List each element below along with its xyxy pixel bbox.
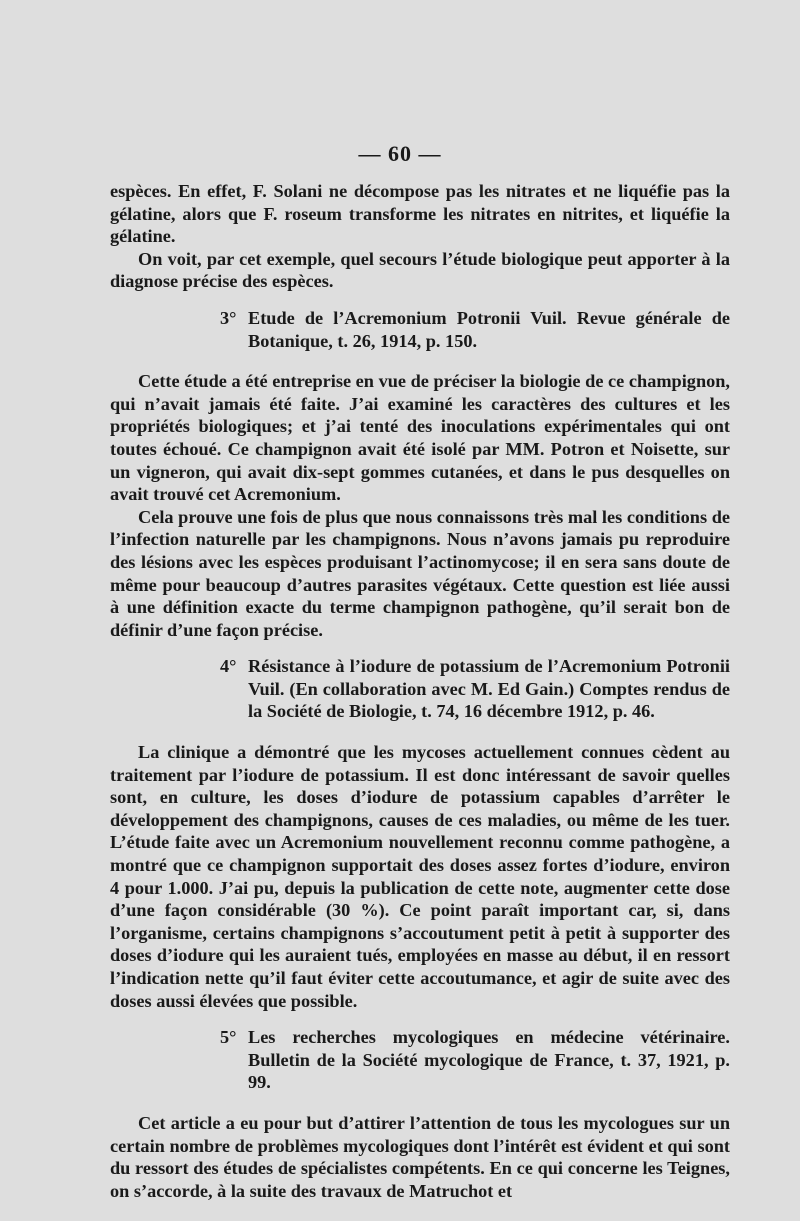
bibliography-entry-3 [110, 307, 730, 352]
entry-text: Etude de l’Acremonium Potronii Vuil. Revue générale de Botanique, t. 26, 1914, p. 150. [248, 307, 730, 351]
bibliography-entry-5 [110, 1026, 730, 1094]
paragraph: Cette étude a été entreprise en vue de préciser la biologie de ce champignon, qui n’avait jamais été faite. J’ai examiné les caractères des cultures et les propriétés biologiques; et j’ai tenté des inoculations expérimentales qui ont toutes échoué. Ce champignon avait été isolé par MM. Potron et Noisette, sur un vigneron, qui avait dix-sept gommes cutanées, et dans le pus desquelles on avait trouvé cet Acremonium. [110, 371, 730, 505]
paragraph: La clinique a démontré que les mycoses actuellement connues cèdent au traitement par l’iodure de potassium. Il est donc intéressant de savoir quelles sont, en culture, les doses d’iodure de potassium capables d’arrêter le développement des champignons, causes de ces maladies, ou même de les tuer. L’étude faite avec un Acremonium nouvellement reconnu comme pathogène, a montré que ce champignon supportait des doses assez fortes d’iodure, environ 4 pour 1.000. J’ai pu, depuis la publication de cette note, augmenter cette dose d’une façon considérable (30 %). Ce point paraît important car, si, dans l’organisme, certains champignons s’accoutument petit à petit à supporter des doses d’iodure qui les auraient tués, employées en masse au début, il en ressort l’indication nette qu’il faut éviter cette accoutumance, et agir de suite avec des doses aussi élevées que possible. [110, 742, 730, 1011]
paragraph: Cet article a eu pour but d’attirer l’attention de tous les mycologues sur un certain nombre de problèmes mycologiques dont l’intérêt est évident et qui sont du ressort des études de spécialistes compétents. En ce qui concerne les Teignes, on s’accorde, à la suite des travaux de Matruchot et [110, 1112, 730, 1201]
entry-text: Les recherches mycologiques en médecine vétérinaire. Bulletin de la Société mycologique de France, t. 37, 1921, p. 99. [248, 1027, 730, 1093]
entry-number: 5° [220, 1027, 237, 1048]
entry-number: 4° [220, 656, 237, 677]
page-number: — 60 — [358, 141, 442, 166]
paragraph: Cela prouve une fois de plus que nous connaissons très mal les conditions de l’infection naturelle par les champignons. Nous n’avons jamais pu reproduire des lésions avec les espèces produisant l’actinomycose; il en sera sans doute de même pour beaucoup d’autres parasites végétaux. Cette question est liée aussi à une définition exacte du terme champignon pathogène, qu’il serait bon de définir d’une façon précise. [110, 506, 730, 640]
bibliography-entry-4 [110, 655, 730, 723]
paragraph: On voit, par cet exemple, quel secours l’étude biologique peut apporter à la diagnose précise des espèces. [110, 248, 730, 292]
entry-text: Résistance à l’iodure de potassium de l’Acremonium Potronii Vuil. (En collaboration avec M. Ed Gain.) Comptes rendus de la Société de Biologie, t. 74, 16 décembre 1912, p. 46. [248, 656, 730, 722]
page-content [110, 180, 730, 1202]
entry-number: 3° [220, 307, 237, 328]
paragraph: espèces. En effet, F. Solani ne décompose pas les nitrates et ne liquéfie pas la gélatine, alors que F. roseum transforme les nitrates en nitrites, et liquéfie la gélatine. [110, 181, 730, 247]
